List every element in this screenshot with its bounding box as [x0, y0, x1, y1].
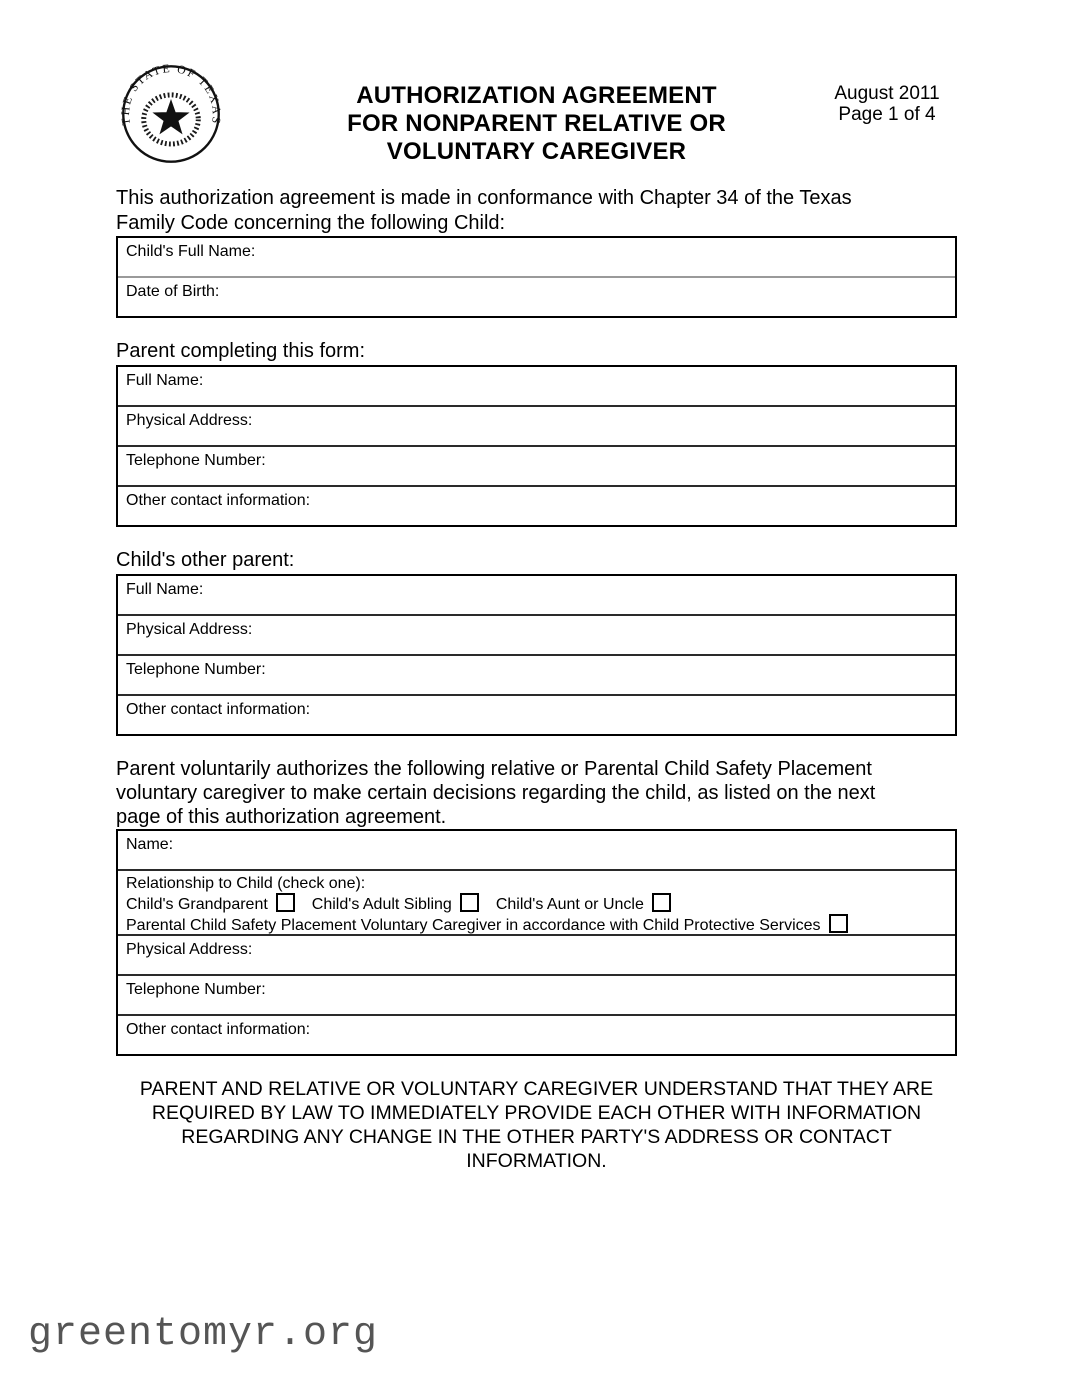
form-title-line-1: AUTHORIZATION AGREEMENT [356, 82, 717, 109]
caregiver-intro-line-2: voluntary caregiver to make certain decisions regarding the child, as listed on the next [116, 782, 876, 804]
caregiver-address-label: Physical Address: [126, 941, 253, 958]
caregiver-phone-row [118, 974, 955, 1014]
intro-paragraph [116, 186, 957, 236]
parent-phone-label: Telephone Number: [126, 452, 266, 469]
caregiver-name-input-area[interactable] [173, 831, 955, 869]
parent-other-contact-row [118, 485, 955, 525]
parent-full-name-label: Full Name: [126, 372, 204, 389]
intro-line-1: This authorization agreement is made in conformance with Chapter 34 of the Texas [116, 187, 852, 209]
page-header [116, 62, 957, 166]
adult-sibling-checkbox[interactable] [460, 893, 479, 912]
relationship-options-line-1 [126, 893, 955, 914]
pcsp-caregiver-checkbox[interactable] [829, 914, 848, 933]
other-parent-full-name-row [118, 576, 955, 614]
option-grandparent-label: Child's Grandparent [126, 896, 268, 913]
child-full-name-row [118, 238, 955, 276]
other-parent-address-label: Physical Address: [126, 621, 253, 638]
parent-address-input-area[interactable] [252, 407, 955, 445]
parent-phone-input-area[interactable] [266, 447, 955, 485]
other-parent-address-row [118, 614, 955, 654]
page-number: Page 1 of 4 [838, 104, 936, 125]
other-parent-phone-input-area[interactable] [266, 656, 955, 694]
caregiver-other-contact-label: Other contact information: [126, 1021, 311, 1038]
watermark: greentomyr.org [28, 1312, 379, 1357]
other-parent-address-input-area[interactable] [252, 616, 955, 654]
parent-info-box [116, 365, 957, 527]
grandparent-checkbox[interactable] [276, 893, 295, 912]
option-adult-sibling-label: Child's Adult Sibling [311, 896, 452, 913]
parent-full-name-input-area[interactable] [203, 367, 955, 405]
relationship-options-line-2 [126, 914, 955, 935]
caregiver-other-contact-row [118, 1014, 955, 1054]
parent-section-heading: Parent completing this form: [116, 340, 365, 362]
seal-text: THE STATE OF TEXAS [118, 64, 224, 127]
intro-line-2: Family Code concerning the following Child: [116, 212, 506, 234]
child-info-box [116, 236, 957, 318]
revision-date: August 2011 [834, 83, 940, 104]
caregiver-intro-paragraph [116, 757, 957, 829]
parent-other-contact-input-area[interactable] [310, 487, 955, 525]
caregiver-other-contact-input-area[interactable] [310, 1016, 955, 1054]
other-parent-other-contact-label: Other contact information: [126, 701, 311, 718]
caregiver-address-row [118, 934, 955, 974]
legal-notice [116, 1077, 957, 1173]
caregiver-name-label: Name: [126, 836, 174, 853]
parent-other-contact-label: Other contact information: [126, 492, 311, 509]
parent-phone-row [118, 445, 955, 485]
other-parent-phone-label: Telephone Number: [126, 661, 266, 678]
legal-notice-line-3: REGARDING ANY CHANGE IN THE OTHER PARTY'S ADDRESS OR CONTACT [181, 1126, 892, 1148]
form-title-line-2: FOR NONPARENT RELATIVE OR [347, 110, 726, 137]
other-parent-other-contact-input-area[interactable] [310, 696, 955, 734]
parent-full-name-row [118, 367, 955, 405]
other-parent-info-box [116, 574, 957, 736]
form-title-line-3: VOLUNTARY CAREGIVER [386, 138, 687, 165]
caregiver-phone-input-area[interactable] [266, 976, 955, 1014]
caregiver-phone-label: Telephone Number: [126, 981, 266, 998]
aunt-uncle-checkbox[interactable] [652, 893, 671, 912]
legal-notice-line-1: PARENT AND RELATIVE OR VOLUNTARY CAREGIVER UNDERSTAND THAT THEY ARE [139, 1078, 934, 1100]
revision-page-info [817, 83, 957, 125]
other-parent-other-contact-row [118, 694, 955, 734]
parent-address-row [118, 405, 955, 445]
other-parent-phone-row [118, 654, 955, 694]
child-dob-row [118, 276, 955, 316]
other-parent-full-name-label: Full Name: [126, 581, 204, 598]
legal-notice-line-2: REQUIRED BY LAW TO IMMEDIATELY PROVIDE EACH OTHER WITH INFORMATION [151, 1102, 922, 1124]
legal-notice-line-4: INFORMATION. [466, 1150, 607, 1172]
option-pcsp-caregiver-label: Parental Child Safety Placement Voluntary Caregiver in accordance with Child Protective Services [126, 917, 821, 934]
caregiver-address-input-area[interactable] [252, 936, 955, 974]
option-aunt-uncle-label: Child's Aunt or Uncle [495, 896, 644, 913]
relationship-label: Relationship to Child (check one): [126, 875, 366, 892]
child-full-name-label: Child's Full Name: [126, 243, 256, 260]
other-parent-full-name-input-area[interactable] [203, 576, 955, 614]
caregiver-intro-line-1: Parent voluntarily authorizes the following relative or Parental Child Safety Placement [116, 758, 872, 780]
other-parent-section-heading: Child's other parent: [116, 549, 295, 571]
child-dob-input-area[interactable] [219, 278, 955, 316]
child-dob-label: Date of Birth: [126, 283, 220, 300]
child-full-name-input-area[interactable] [255, 238, 955, 276]
caregiver-name-row [118, 831, 955, 869]
caregiver-info-box [116, 829, 957, 1056]
caregiver-intro-line-3: page of this authorization agreement. [116, 806, 447, 828]
relationship-row [118, 869, 955, 934]
parent-address-label: Physical Address: [126, 412, 253, 429]
